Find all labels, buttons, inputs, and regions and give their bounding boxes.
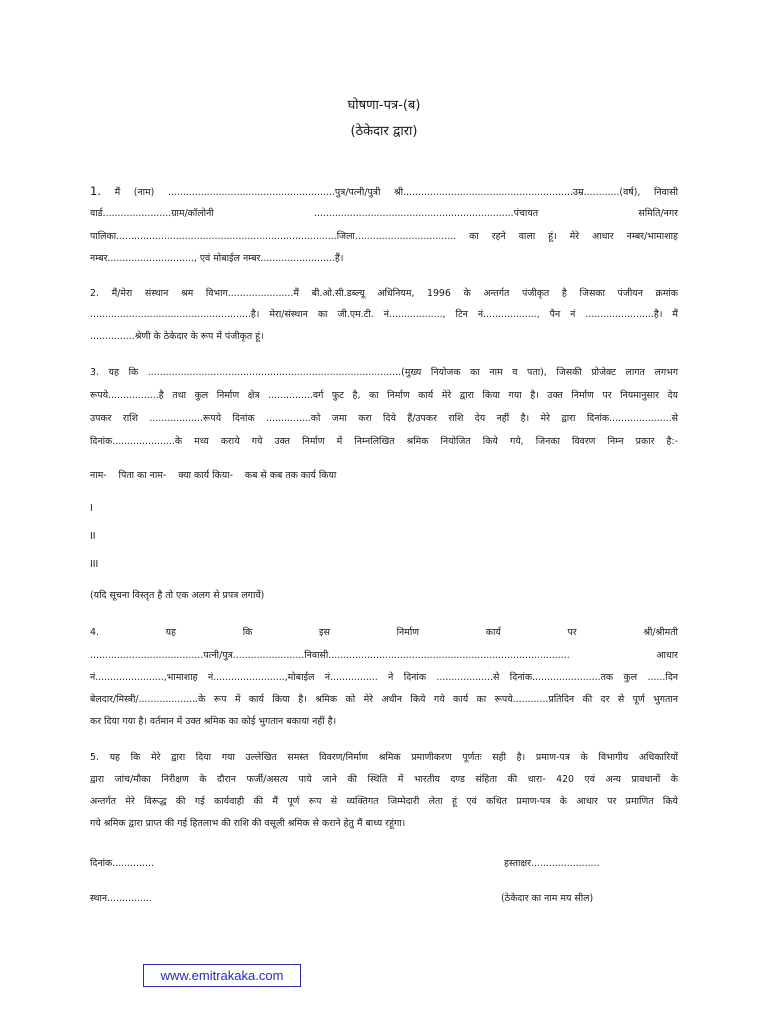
para1-line3: पालिका..........................................................................जिला.................................. का रहने वाला हूं। मेरे आधार नम्बर/भामाशाह <box>90 231 678 242</box>
contractor-name-seal-label: (ठेकेदार का नाम मय सील) <box>501 893 594 904</box>
para5-line1: 5. यह कि मेरे द्वारा दिया गया उल्लेखित समस्त विवरण/निर्माण श्रमिक प्रमाणीकरण पूर्णतः सही है। प्रमाण-पत्र के विभागीय अधिकारियों <box>90 752 678 763</box>
para3-line1: 3. यह कि .....................................................................................(मुख्य नियोजक का नाम व पता), जिसकी प्रोजेक्ट लागत लगभग <box>90 367 678 378</box>
worker-row-3: III <box>90 559 99 570</box>
place-label: स्थान............... <box>90 893 152 904</box>
website-link[interactable]: www.emitrakaka.com <box>143 964 301 987</box>
worker-row-2: II <box>90 531 96 542</box>
para1-line1-text: मैं (नाम) ........................................................पुत्र/पत्नी/पुत्री श्री.........................................................उम्र............(वर्ष), निवासी <box>100 187 678 198</box>
para2-line1: 2. मैं/मेरा संस्थान श्रम विभाग......................मैं बी.ओ.सी.डब्ल्यू अधिनियम, 1996 के अन्तर्गत पंजीकृत है जिसका पंजीयन क्रमांक <box>90 288 678 299</box>
para4-line2: ......................................पत्नी/पुत्र........................निवासी................................................................................. आधार <box>90 650 678 661</box>
para5-line3: अन्तर्गत मेरे विरूद्ध की गई कार्यवाही की मैं पूर्ण रूप से व्यक्तिगत जिम्मेदारी लेता हूं एवं कथित प्रमाण-पत्र के आधार पर प्रमाणित किये <box>90 796 678 807</box>
para5-line4: गये श्रमिक द्वारा प्राप्त की गई हितलाभ की राशि की वसूली श्रमिक से कराने हेतु मैं बाध्य रहूंगा। <box>90 818 406 829</box>
para1-line2: वार्ड.......................ग्राम/कॉलोनी ...................................................................पंचायत समिति/नगर <box>90 208 678 219</box>
worker-row-1: I <box>90 503 93 514</box>
para1-line4: नम्बर............................., एवं मोबाईल नम्बर.........................हैं। <box>90 253 344 264</box>
para3-line3: उपकर राशि ..................रूपये दिनांक ...............को जमा करा दिये हैं/उपकर राशि देय नहीं है। मेरे द्वारा दिनांक.....................से <box>90 413 678 424</box>
worker-header: नाम- पिता का नाम- क्या कार्य किया- कब से कब तक कार्य किया <box>90 470 337 481</box>
para1-number: 1. <box>90 184 101 198</box>
date-label: दिनांक.............. <box>90 858 154 869</box>
supplement-note: (यदि सूचना विस्तृत है तो एक अलग से प्रपत्र लगावें) <box>90 590 265 601</box>
para4-line1: 4. यह कि इस निर्माण कार्य पर श्री/श्रीमती <box>90 627 678 638</box>
para4-line3: नं.......................,भामाशाह नं........................,मोबाईल नं................ ने दिनांक ...................से दिनांक.......................तक कुल ......दिन <box>90 672 678 683</box>
para4-line4: बेलदार/मिस्त्री/....................के रूप में कार्य किया है। श्रमिक को मेरे अधीन किये गये कार्य का रूपये............प्रतिदिन की दर से पूर्ण भुगतान <box>90 694 678 705</box>
para3-line2: रूपये.................है तथा कुल निर्माण क्षेत्र ...............वर्ग फुट है, का निर्माण कार्य मेरे द्वारा किया गया है। उक्त निर्माण पर नियमानुसार देय <box>90 390 678 401</box>
signature-label: हस्ताक्षर....................... <box>504 858 600 869</box>
para3-line4: दिनांक.....................के मध्य कराये गये उक्त निर्माण में निम्नलिखित श्रमिक नियोजित किये गये, जिनका विवरण निम्न प्रकार है:- <box>90 436 678 447</box>
para5-line2: द्वारा जांच/मौका निरीक्षण के दौरान फर्जी/असत्य पाये जाने की स्थिति में भारतीय दण्ड संहिता की धारा- 420 एवं अन्य प्रावधानों के <box>90 774 678 785</box>
document-subtitle: (ठेकेदार द्वारा) <box>350 124 418 139</box>
document-title: घोषणा-पत्र-(ब) <box>347 98 421 113</box>
para2-line2: ......................................................है। मेरा/संस्थान का जी.एम.टी. नं.................., टिन नं.................., पैन नं .......................है। मैं <box>90 309 678 320</box>
para2-line3: ...............श्रेणी के ठेकेदार के रूप में पंजीकृत हूं। <box>90 331 264 342</box>
para1-line1 <box>90 185 678 199</box>
para4-line5: कर दिया गया है। वर्तमान में उक्त श्रमिक का कोई भुगतान बकाया नहीं है। <box>90 716 337 727</box>
